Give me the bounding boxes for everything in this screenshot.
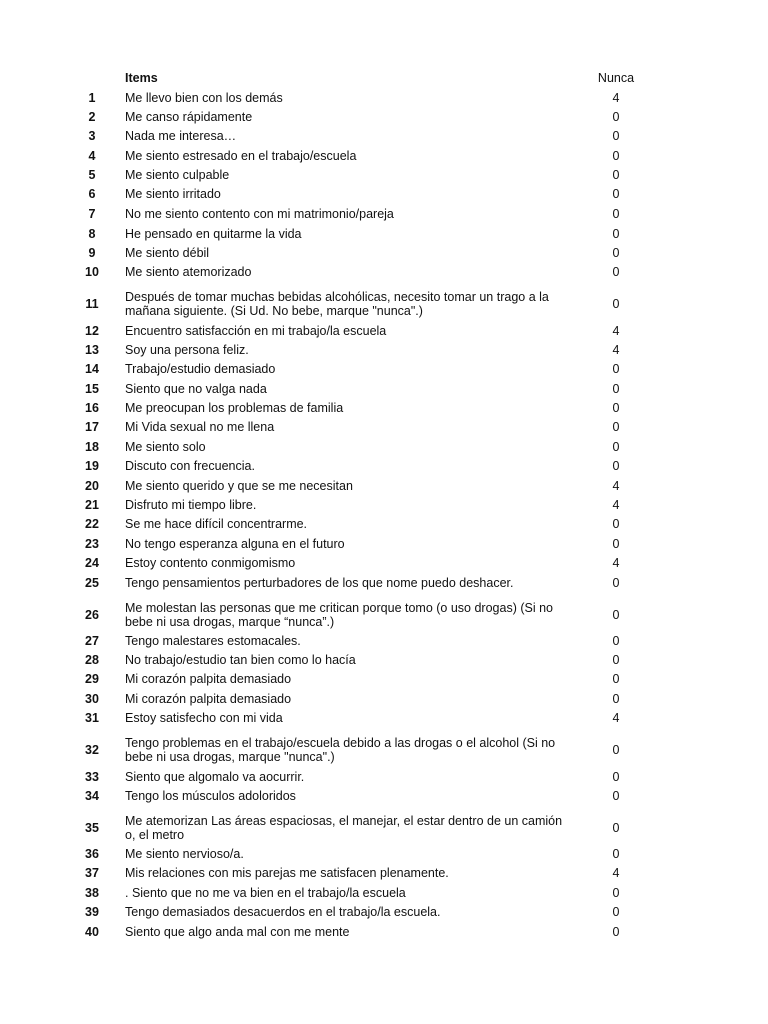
item-number: 1 [88,91,96,105]
item-value: 0 [612,129,620,143]
item-value: 0 [612,149,620,163]
item-text: No tengo esperanza alguna en el futuro [125,537,345,551]
item-text: Estoy contento conmigomismo [125,556,296,570]
item-text: . Siento que no me va bien en el trabajo/la escuela [125,886,406,900]
item-value: 0 [612,770,620,784]
item-text: Me llevo bien con los demás [125,91,283,105]
table-header [0,71,768,87]
table-row [0,362,768,378]
table-row [0,601,768,631]
item-number: 34 [85,789,99,803]
table-row [0,498,768,514]
table-row [0,576,768,592]
item-value: 0 [612,905,620,919]
item-value: 4 [612,91,620,105]
item-text: No me siento contento con mi matrimonio/pareja [125,207,394,221]
item-text: Mis relaciones con mis parejas me satisfacen plenamente. [125,866,449,880]
item-text: Siento que algomalo va aocurrir. [125,770,305,784]
item-value: 0 [612,187,620,201]
table-row [0,866,768,882]
item-number: 36 [85,847,99,861]
item-value: 0 [612,401,620,415]
item-text: No trabajo/estudio tan bien como lo hacía [125,653,356,667]
table-row [0,91,768,107]
item-value: 0 [612,110,620,124]
item-number: 40 [85,925,99,939]
table-row [0,905,768,921]
table-row [0,129,768,145]
item-value: 0 [612,653,620,667]
item-value: 0 [612,517,620,531]
item-value: 4 [612,711,620,725]
item-value: 0 [612,576,620,590]
item-value: 4 [612,479,620,493]
table-row [0,401,768,417]
table-row [0,382,768,398]
item-value: 0 [612,847,620,861]
item-text: Tengo demasiados desacuerdos en el trabajo/la escuela. [125,905,441,919]
item-number: 7 [88,207,96,221]
item-text: Me molestan las personas que me critican porque tomo (o uso drogas) (Si no bebe ni usa drogas, marque “nunca”.) [125,601,553,629]
table-row [0,459,768,475]
item-value: 4 [612,866,620,880]
item-value: 0 [612,925,620,939]
item-number: 19 [85,459,99,473]
item-text: Mi Vida sexual no me llena [125,420,275,434]
item-text: Siento que no valga nada [125,382,267,396]
item-number: 18 [85,440,99,454]
table-row [0,479,768,495]
item-text: Mi corazón palpita demasiado [125,672,292,686]
item-number: 37 [85,866,99,880]
item-number: 24 [85,556,99,570]
item-text: Me canso rápidamente [125,110,253,124]
item-text: Me atemorizan Las áreas espaciosas, el manejar, el estar dentro de un camión o, el metro [125,814,563,842]
table-row [0,711,768,727]
item-number: 13 [85,343,99,357]
item-number: 27 [85,634,99,648]
item-value: 0 [612,886,620,900]
item-number: 22 [85,517,99,531]
item-number: 38 [85,886,99,900]
item-text: Me siento culpable [125,168,230,182]
item-text: Trabajo/estudio demasiado [125,362,276,376]
item-number: 25 [85,576,99,590]
item-value: 0 [612,789,620,803]
items-column-header: Items [125,71,158,85]
item-text: Mi corazón palpita demasiado [125,692,292,706]
table-row [0,736,768,766]
table-row [0,537,768,553]
table-row [0,265,768,281]
item-text: Tengo pensamientos perturbadores de los que nome puedo deshacer. [125,576,514,590]
item-value: 0 [612,459,620,473]
table-row [0,925,768,941]
table-row [0,556,768,572]
table-row [0,440,768,456]
table-row [0,770,768,786]
item-value: 0 [612,420,620,434]
item-number: 21 [85,498,99,512]
item-text: Me siento atemorizado [125,265,252,279]
item-number: 16 [85,401,99,415]
table-row [0,653,768,669]
item-text: Me siento débil [125,246,210,260]
table-row [0,187,768,203]
item-value: 0 [612,692,620,706]
item-value: 0 [612,672,620,686]
item-text: Me siento irritado [125,187,221,201]
item-number: 35 [85,821,99,835]
table-row [0,847,768,863]
item-number: 17 [85,420,99,434]
item-value: 0 [612,382,620,396]
table-row [0,672,768,688]
table-row [0,789,768,805]
item-text: Tengo malestares estomacales. [125,634,301,648]
item-text: Siento que algo anda mal con me mente [125,925,350,939]
item-value: 0 [612,440,620,454]
item-text: He pensado en quitarme la vida [125,227,302,241]
item-value: 0 [612,537,620,551]
item-value: 4 [612,324,620,338]
item-number: 6 [88,187,96,201]
item-number: 20 [85,479,99,493]
table-row [0,692,768,708]
item-number: 39 [85,905,99,919]
nunca-column-header: Nunca [597,71,635,85]
item-value: 0 [612,246,620,260]
item-text: Me siento estresado en el trabajo/escuela [125,149,357,163]
table-row [0,149,768,165]
item-value: 4 [612,556,620,570]
item-number: 33 [85,770,99,784]
table-row [0,227,768,243]
item-text: Tengo problemas en el trabajo/escuela debido a las drogas o el alcohol (Si no bebe ni usa drogas, marque "nunca".) [125,736,556,764]
item-value: 0 [612,821,620,835]
item-number: 28 [85,653,99,667]
item-number: 15 [85,382,99,396]
table-row [0,814,768,844]
item-value: 0 [612,634,620,648]
item-text: Disfruto mi tiempo libre. [125,498,257,512]
table-row [0,343,768,359]
item-number: 11 [85,297,99,311]
item-number: 12 [85,324,99,338]
item-number: 4 [88,149,96,163]
item-value: 0 [612,265,620,279]
table-row [0,420,768,436]
table-row [0,634,768,650]
table-row [0,517,768,533]
item-text: Discuto con frecuencia. [125,459,255,473]
item-text: Encuentro satisfacción en mi trabajo/la escuela [125,324,387,338]
item-value: 0 [612,297,620,311]
item-text: Soy una persona feliz. [125,343,249,357]
item-number: 10 [85,265,99,279]
item-text: Me siento solo [125,440,206,454]
table-row [0,290,768,320]
table-row [0,207,768,223]
table-row [0,324,768,340]
item-number: 31 [85,711,99,725]
item-number: 26 [85,608,99,622]
item-number: 23 [85,537,99,551]
item-number: 32 [85,743,99,757]
item-number: 2 [88,110,96,124]
item-text: Tengo los músculos adoloridos [125,789,296,803]
item-text: Me siento querido y que se me necesitan [125,479,353,493]
item-value: 4 [612,343,620,357]
table-row [0,246,768,262]
item-value: 0 [612,207,620,221]
item-value: 0 [612,362,620,376]
item-text: Me siento nervioso/a. [125,847,244,861]
item-number: 30 [85,692,99,706]
item-value: 0 [612,168,620,182]
item-number: 5 [88,168,96,182]
item-value: 0 [612,608,620,622]
item-value: 0 [612,227,620,241]
item-text: Estoy satisfecho con mi vida [125,711,283,725]
item-text: Después de tomar muchas bebidas alcohólicas, necesito tomar un trago a la mañana siguiente. (Si Ud. No bebe, marque "nunca".) [125,290,549,318]
table-row [0,110,768,126]
item-number: 3 [88,129,96,143]
item-value: 0 [612,743,620,757]
item-number: 29 [85,672,99,686]
item-number: 9 [88,246,96,260]
table-row [0,168,768,184]
item-text: Nada me interesa… [125,129,237,143]
item-value: 4 [612,498,620,512]
table-row [0,886,768,902]
item-number: 14 [85,362,99,376]
item-text: Me preocupan los problemas de familia [125,401,344,415]
item-text: Se me hace difícil concentrarme. [125,517,308,531]
item-number: 8 [88,227,96,241]
